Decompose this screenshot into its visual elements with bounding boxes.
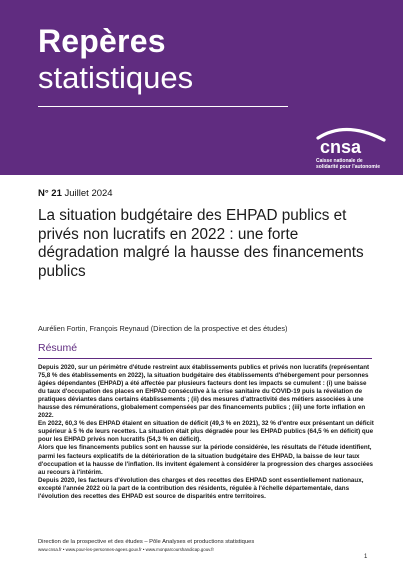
- series-title: Repères: [38, 23, 166, 59]
- logo-wordmark: cnsa: [320, 137, 362, 157]
- footer-department: Direction de la prospective et des études – Pôle Analyses et productions statistiques: [38, 539, 255, 545]
- issue-number: N° 21: [38, 188, 62, 199]
- summary-heading: Résumé: [38, 342, 78, 354]
- summary-paragraph: Alors que les financements publics sont en hausse sur la période considérée, les résultats de l'étude identifient, parmi les facteurs explicatifs de la détérioration de la situation budgétaire des EHPAD, la baisse de leur taux d'occupation et la hausse de l'inflation. Ils invitent également à considérer la progression des charges associées au recours à l'intérim.: [38, 444, 374, 476]
- summary-divider: [38, 358, 372, 359]
- header-banner: [0, 0, 403, 175]
- logo-tagline: [316, 158, 380, 170]
- page-number: 1: [364, 554, 368, 560]
- summary-paragraph: En 2022, 60,3 % des EHPAD étaient en situation de déficit (49,3 % en 2021), 32 % d'entre eux présentant un déficit supérieur à 5 % de leurs recettes. La situation était plus dégradée pour les EHPAD publics (64,5 % en déficit) que pour les EHPAD privés non lucratifs (54,3 % en déficit).: [38, 420, 374, 444]
- header-divider: [38, 106, 288, 107]
- summary-paragraph: Depuis 2020, les facteurs d'évolution des charges et des recettes des EHPAD sont essentiellement nationaux, excepté l'année 2022 où la part de la contribution des résidents, régulée à l'échelle départementale, dans l'évolution des recettes des EHPAD est source de disparités entre territoires.: [38, 476, 364, 500]
- footer-links[interactable]: www.cnsa.fr • www.pour-les-personnes-agees.gouv.fr • www.monparcourshandicap.gouv.fr: [38, 547, 214, 552]
- summary-body: [38, 364, 374, 501]
- summary-paragraph: Depuis 2020, sur un périmètre d'étude restreint aux établissements publics et privés non lucratifs (représentant 75,8 % des établissements en 2022), la situation budgétaire des établissements d'hébergement pour personnes âgées dépendantes (EHPAD) a été affectée par plusieurs facteurs dont les impacts se cumulent : (i) une baisse du taux d'occupation des places en EHPAD consécutive à la crise sanitaire du COVID-19 puis la révélation de pratiques déviantes dans certains établissements ; (ii) des mesures d'attractivité des métiers associées à une hausse des rémunérations, globalement compensées par des financements publics ; (iii) une forte inflation en 2022.: [38, 364, 370, 420]
- logo-tagline-line1: Caisse nationale de: [316, 158, 363, 164]
- authors: Aurélien Fortin, François Reynaud (Direction de la prospective et des études): [38, 324, 288, 333]
- logo-tagline-line2: solidarité pour l'autonomie: [316, 164, 380, 170]
- series-subtitle: statistiques: [38, 60, 194, 95]
- issue-info: [38, 188, 113, 199]
- footer: [38, 538, 254, 553]
- issue-date: Juillet 2024: [64, 188, 113, 199]
- document-title: La situation budgétaire des EHPAD publics et privés non lucratifs en 2022 : une forte dégradation malgré la hausse des financements publics: [38, 207, 364, 280]
- cnsa-logo: [296, 126, 396, 172]
